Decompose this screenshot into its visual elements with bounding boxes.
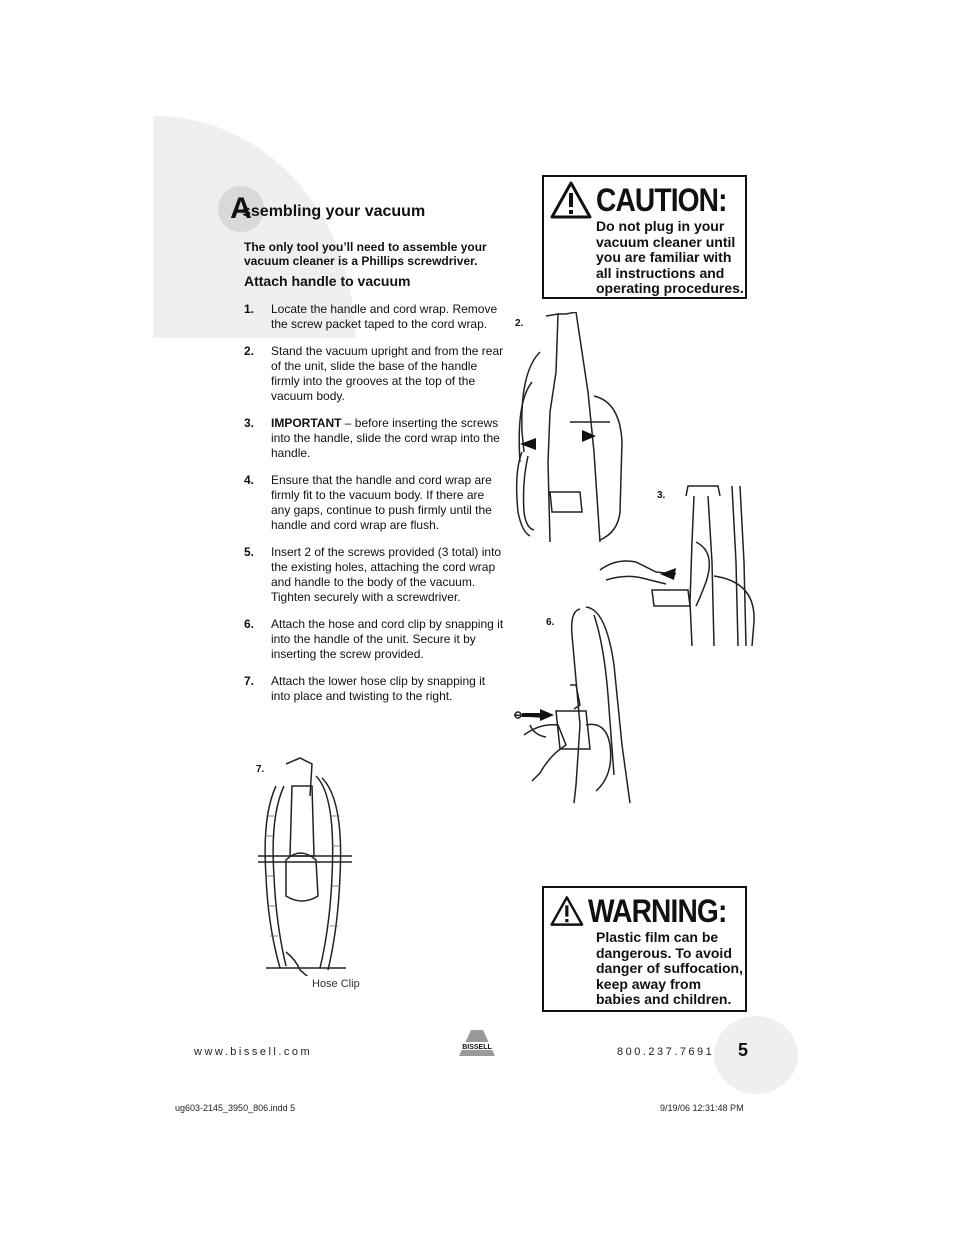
figure-2-label: 2. <box>515 318 524 329</box>
step-number: 7. <box>244 674 255 688</box>
subheading: Attach handle to vacuum <box>244 273 411 289</box>
step-text <box>271 416 506 461</box>
step-item <box>244 416 506 461</box>
step-number: 6. <box>244 617 255 631</box>
step-item <box>244 302 506 332</box>
caution-message: Do not plug in your vacuum cleaner until you are familiar with all instructions and operating procedures. <box>596 218 744 296</box>
figure-6-label: 6. <box>546 617 555 628</box>
step-number: 5. <box>244 545 255 559</box>
step-item <box>244 473 506 533</box>
website-text: www.bissell.com <box>194 1046 313 1058</box>
step-item <box>244 674 506 704</box>
step-item <box>244 545 506 605</box>
step-number: 3. <box>244 416 255 430</box>
warning-triangle-icon <box>550 892 584 930</box>
step-text: Stand the vacuum upright and from the rear of the unit, slide the base of the handle firmly into the grooves at the top of the vacuum body. <box>271 344 504 403</box>
step-text-rest: – before inserting the screws into the handle, slide the cord wrap into the handle. <box>271 416 500 460</box>
print-date-info: 9/19/06 12:31:48 PM <box>660 1103 744 1113</box>
figure-3-label: 3. <box>657 490 666 501</box>
step-number: 2. <box>244 344 255 358</box>
intro-text: The only tool you’ll need to assemble your vacuum cleaner is a Phillips screwdriver. <box>244 240 487 268</box>
step-item <box>244 617 506 662</box>
page-number: 5 <box>738 1040 749 1060</box>
step-text: Attach the lower hose clip by snapping it into place and twisting to the right. <box>271 674 486 703</box>
figure-7-illustration <box>256 756 356 976</box>
step-item <box>244 344 506 404</box>
print-file-info: ug603-2145_3950_806.indd 5 <box>175 1103 296 1113</box>
warning-title: WARNING: <box>587 892 727 929</box>
step-text: Attach the hose and cord clip by snapping it into the handle of the unit. Secure it by inserting the screw provided. <box>271 617 504 661</box>
phone-text: 800.237.7691 <box>617 1046 715 1058</box>
caution-title: CAUTION: <box>596 181 727 218</box>
drop-cap: A <box>218 186 264 232</box>
figure-7-label: 7. <box>256 764 265 775</box>
heading-text: ssembling your vacuum <box>242 203 426 220</box>
caution-box <box>542 175 747 299</box>
hose-clip-caption: Hose Clip <box>312 978 360 990</box>
warning-triangle-icon <box>550 181 592 219</box>
step-text: Insert 2 of the screws provided (3 total) into the existing holes, attaching the cord wrap and handle to the body of the vacuum. Tighten securely with a screwdriver. <box>271 545 502 604</box>
figure-6-illustration <box>510 605 640 805</box>
warning-message: Plastic film can be dangerous. To avoid danger of suffocation, keep away from babies and children. <box>596 929 743 1007</box>
section-heading <box>218 186 425 232</box>
page-number-circle <box>714 1016 798 1094</box>
step-important-label: IMPORTANT <box>271 416 342 430</box>
bissell-logo-text: BISSELL <box>462 1044 492 1051</box>
step-text: Locate the handle and cord wrap. Remove the screw packet taped to the cord wrap. <box>271 302 498 331</box>
warning-box <box>542 886 747 1012</box>
steps-list <box>244 302 506 716</box>
step-number: 1. <box>244 302 255 316</box>
step-number: 4. <box>244 473 255 487</box>
step-text: Ensure that the handle and cord wrap are firmly fit to the vacuum body. If there are any gaps, continue to push firmly until the handle and cord wrap are flush. <box>271 473 492 532</box>
bissell-logo-icon <box>455 1030 499 1056</box>
